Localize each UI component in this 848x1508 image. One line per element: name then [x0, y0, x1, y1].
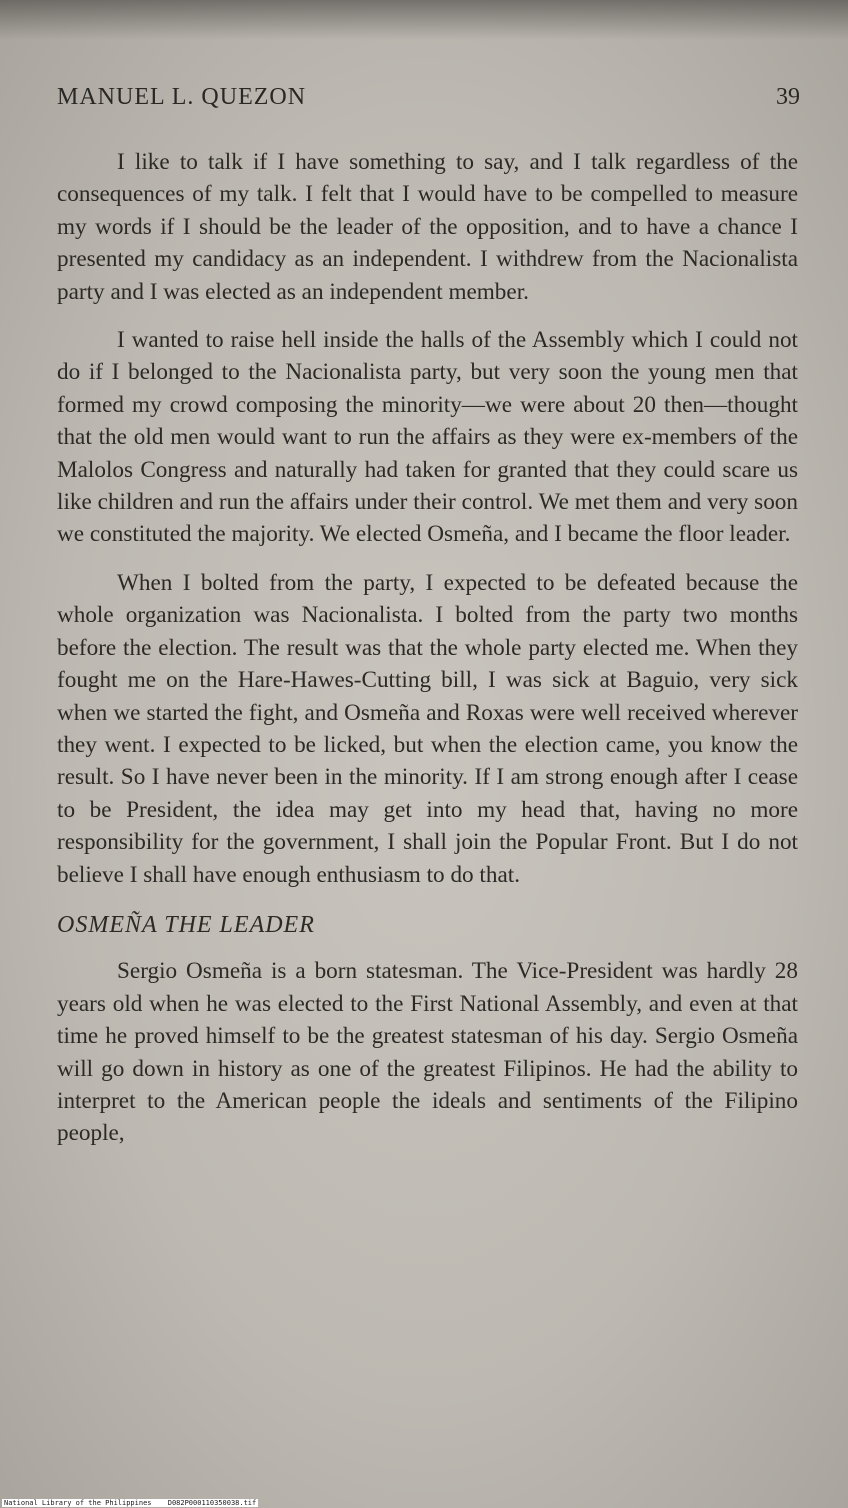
scan-footer	[2, 1499, 258, 1507]
body-text	[57, 146, 798, 1166]
page-header	[57, 84, 800, 124]
scan-edge-shadow	[0, 0, 848, 40]
paragraph: Sergio Osmeña is a born statesman. The Vice-President was hardly 28 years old when he was elected to the First National Assembly, and even at that time he proved himself to be the greatest statesman of his day. Sergio Osmeña will go down in history as one of the greatest Filipinos. He had the ability to interpret to the American people the ideals and sentiments of the Filipino people,	[57, 958, 798, 1147]
paragraph: When I bolted from the party, I expected to be defeated because the whole organization was Nacionalista. I bolted from the party two months before the election. The result was that the whole party elected me. When they fought me on the Hare-Hawes-Cutting bill, I was sick at Baguio, very sick when we started the fight, and Osmeña and Roxas were well received wherever they went. I expected to be licked, but when the election came, you know the result. So I have never been in the minority. If I am strong enough after I cease to be President, the idea may get into my head that, having no more responsibility for the government, I shall join the Popular Front. But I do not believe I shall have enough enthusiasm to do that.	[57, 569, 798, 888]
file-id: D082P000110350038.tif	[167, 1499, 257, 1507]
page-number: 39	[776, 84, 800, 110]
running-head: MANUEL L. QUEZON	[57, 84, 307, 110]
library-name: National Library of the Philippines	[4, 1499, 152, 1507]
paragraph: I like to talk if I have something to say, and I talk regardless of the consequences of my talk. I felt that I would have to be compelled to measure my words if I should be the leader of the opposition, and to have a chance I presented my candidacy as an independent. I withdrew from the Nacionalista party and I was elected as an independent member.	[57, 149, 798, 305]
paragraph: I wanted to raise hell inside the halls of the Assembly which I could not do if I belonged to the Nacionalista party, but very soon the young men that formed my crowd composing the minority—we were about 20 then—thought that the old men would want to run the affairs as they were ex-members of the Malolos Congress and naturally had taken for granted that they could scare us like children and run the affairs under their control. We met them and very soon we constituted the majority. We elected Osmeña, and I became the floor leader.	[57, 327, 798, 548]
section-heading: OSMEÑA THE LEADER	[57, 911, 315, 938]
